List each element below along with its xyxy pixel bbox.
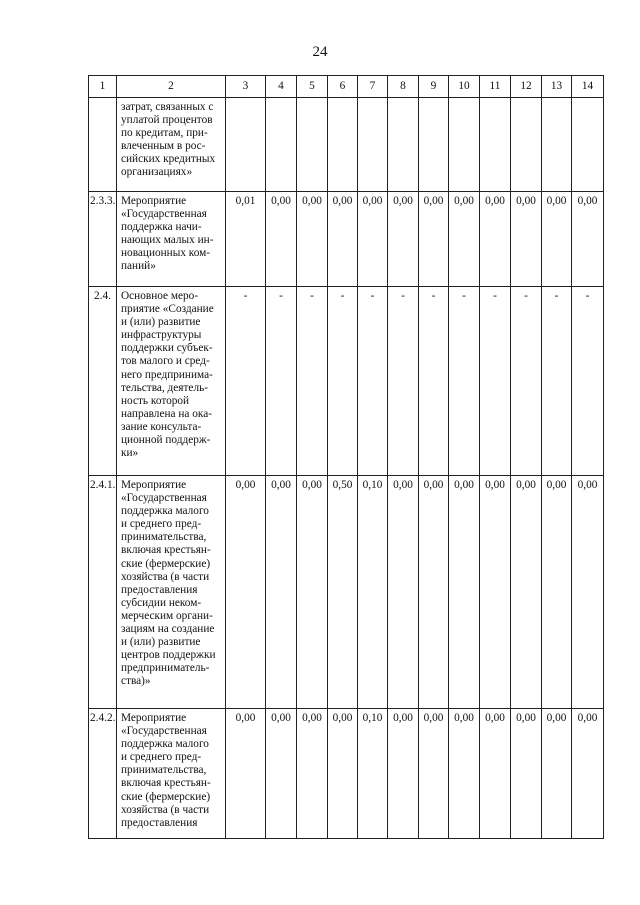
description-line: Мероприятие — [121, 195, 187, 207]
table-row — [89, 709, 604, 839]
value-cell: 0,10 — [358, 476, 388, 709]
column-header: 13 — [542, 76, 572, 98]
column-header: 2 — [117, 76, 226, 98]
value-cell: 0,00 — [266, 192, 297, 287]
value-cell: 0,00 — [388, 709, 419, 839]
value-cell: 0,00 — [328, 709, 358, 839]
value-cell — [297, 98, 328, 192]
description-line: затрат, связанных с — [121, 101, 214, 113]
column-header: 12 — [511, 76, 542, 98]
row-number: 2.4.2. — [89, 709, 117, 839]
description-line: ские (фермерские) — [121, 557, 211, 570]
value-cell: 0,00 — [226, 709, 266, 839]
value-cell — [328, 98, 358, 192]
value-cell: 0,00 — [419, 709, 449, 839]
value-cell: 0,00 — [480, 192, 511, 287]
description-line: субсидии неком- — [121, 596, 202, 609]
value-cell — [572, 98, 604, 192]
description-line: ства)» — [121, 675, 151, 688]
data-table — [88, 75, 604, 839]
value-cell: 0,00 — [542, 192, 572, 287]
table-row — [89, 287, 604, 476]
value-cell: 0,00 — [388, 476, 419, 709]
description-line: мерческим органи- — [121, 609, 213, 622]
description-line: принимательства, — [121, 764, 207, 777]
table-row — [89, 476, 604, 709]
description-line: предоставления — [121, 816, 198, 829]
value-cell: 0,10 — [358, 709, 388, 839]
description-line: «Государственная — [121, 725, 207, 738]
value-cell: 0,00 — [226, 476, 266, 709]
value-cell: - — [226, 287, 266, 476]
column-header: 6 — [328, 76, 358, 98]
value-cell: - — [542, 287, 572, 476]
value-cell — [480, 98, 511, 192]
page-number: 24 — [312, 44, 328, 60]
value-cell: 0,00 — [542, 709, 572, 839]
value-cell: 0,01 — [226, 192, 266, 287]
description-line: ционной поддерж- — [121, 434, 211, 447]
value-cell: 0,00 — [419, 476, 449, 709]
row-description — [117, 98, 226, 192]
column-header: 14 — [572, 76, 604, 98]
column-header: 11 — [480, 76, 511, 98]
description-line: и (или) развитие — [121, 316, 201, 329]
value-cell: 0,00 — [297, 192, 328, 287]
value-cell: 0,00 — [542, 476, 572, 709]
value-cell — [511, 98, 542, 192]
value-cell: 0,00 — [297, 476, 328, 709]
description-line: тельства, деятель- — [121, 381, 208, 394]
row-number: 2.4.1. — [89, 476, 117, 709]
value-cell: - — [480, 287, 511, 476]
description-line: предоставления — [121, 583, 198, 596]
row-description — [117, 287, 226, 476]
description-line: поддержки субъек- — [121, 342, 213, 355]
value-cell — [266, 98, 297, 192]
value-cell: 0,00 — [511, 192, 542, 287]
description-line: ские (фермерские) — [121, 790, 211, 803]
value-cell: 0,00 — [449, 476, 480, 709]
value-cell: - — [419, 287, 449, 476]
description-line: Основное меро- — [121, 290, 199, 302]
value-cell — [419, 98, 449, 192]
description-line: приятие «Создание — [121, 303, 214, 316]
description-line: Мероприятие — [121, 479, 187, 491]
description-line: уплатой процентов — [121, 114, 213, 127]
description-line: принимательства, — [121, 531, 207, 544]
description-line: и (или) развитие — [121, 636, 201, 649]
description-line: и среднего пред- — [121, 518, 202, 531]
value-cell — [542, 98, 572, 192]
value-cell: 0,00 — [511, 709, 542, 839]
description-line: включая крестьян- — [121, 777, 211, 790]
row-description — [117, 192, 226, 287]
value-cell: 0,00 — [449, 192, 480, 287]
description-line: новационных ком- — [121, 247, 211, 260]
description-line: по кредитам, при- — [121, 127, 208, 140]
description-line: включая крестьян- — [121, 544, 211, 557]
value-cell: 0,00 — [266, 476, 297, 709]
table-row — [89, 192, 604, 287]
description-line: предприниматель- — [121, 662, 210, 675]
value-cell: 0,00 — [419, 192, 449, 287]
value-cell: - — [449, 287, 480, 476]
description-line: тов малого и сред- — [121, 355, 210, 368]
description-line: «Государственная — [121, 492, 207, 505]
value-cell — [358, 98, 388, 192]
value-cell: 0,00 — [358, 192, 388, 287]
header-row — [89, 76, 604, 98]
description-line: поддержка малого — [121, 738, 209, 751]
description-line: ки» — [121, 447, 139, 460]
column-header: 7 — [358, 76, 388, 98]
description-line: хозяйства (в части — [121, 570, 210, 583]
description-line: инфраструктуры — [121, 329, 202, 342]
value-cell: - — [572, 287, 604, 476]
value-cell: - — [328, 287, 358, 476]
table-row — [89, 98, 604, 192]
description-line: него предпринима- — [121, 368, 213, 381]
value-cell: 0,00 — [572, 709, 604, 839]
column-header: 10 — [449, 76, 480, 98]
row-number: 2.4. — [89, 287, 117, 476]
value-cell: 0,00 — [572, 192, 604, 287]
column-header: 5 — [297, 76, 328, 98]
value-cell: 0,00 — [266, 709, 297, 839]
column-header: 4 — [266, 76, 297, 98]
description-line: направлена на ока- — [121, 407, 212, 420]
value-cell: 0,00 — [297, 709, 328, 839]
row-description — [117, 476, 226, 709]
value-cell: 0,00 — [572, 476, 604, 709]
value-cell: - — [511, 287, 542, 476]
value-cell — [226, 98, 266, 192]
value-cell: 0,00 — [480, 709, 511, 839]
description-line: сийских кредитных — [121, 153, 216, 166]
value-cell: - — [266, 287, 297, 476]
description-line: поддержка малого — [121, 505, 209, 518]
value-cell: 0,00 — [328, 192, 358, 287]
description-line: зание консульта- — [121, 420, 202, 433]
description-line: поддержка начи- — [121, 221, 202, 234]
value-cell: - — [358, 287, 388, 476]
description-line: «Государственная — [121, 208, 207, 221]
description-line: Мероприятие — [121, 712, 187, 724]
description-line: нающих малых ин- — [121, 234, 214, 247]
row-number: 2.3.3. — [89, 192, 117, 287]
column-header: 8 — [388, 76, 419, 98]
description-line: ность которой — [121, 394, 190, 407]
value-cell: - — [388, 287, 419, 476]
description-line: влеченным в рос- — [121, 140, 206, 153]
description-line: центров поддержки — [121, 649, 216, 662]
value-cell — [449, 98, 480, 192]
column-header: 1 — [89, 76, 117, 98]
value-cell: 0,00 — [480, 476, 511, 709]
value-cell: - — [297, 287, 328, 476]
row-number — [89, 98, 117, 192]
description-line: организациях» — [121, 166, 193, 179]
value-cell: 0,00 — [388, 192, 419, 287]
description-line: хозяйства (в части — [121, 803, 210, 816]
value-cell: 0,00 — [449, 709, 480, 839]
column-header: 9 — [419, 76, 449, 98]
description-line: зациям на создание — [121, 623, 215, 636]
description-line: паний» — [121, 260, 156, 273]
column-header: 3 — [226, 76, 266, 98]
description-line: и среднего пред- — [121, 751, 202, 764]
value-cell — [388, 98, 419, 192]
value-cell: 0,50 — [328, 476, 358, 709]
value-cell: 0,00 — [511, 476, 542, 709]
row-description — [117, 709, 226, 839]
